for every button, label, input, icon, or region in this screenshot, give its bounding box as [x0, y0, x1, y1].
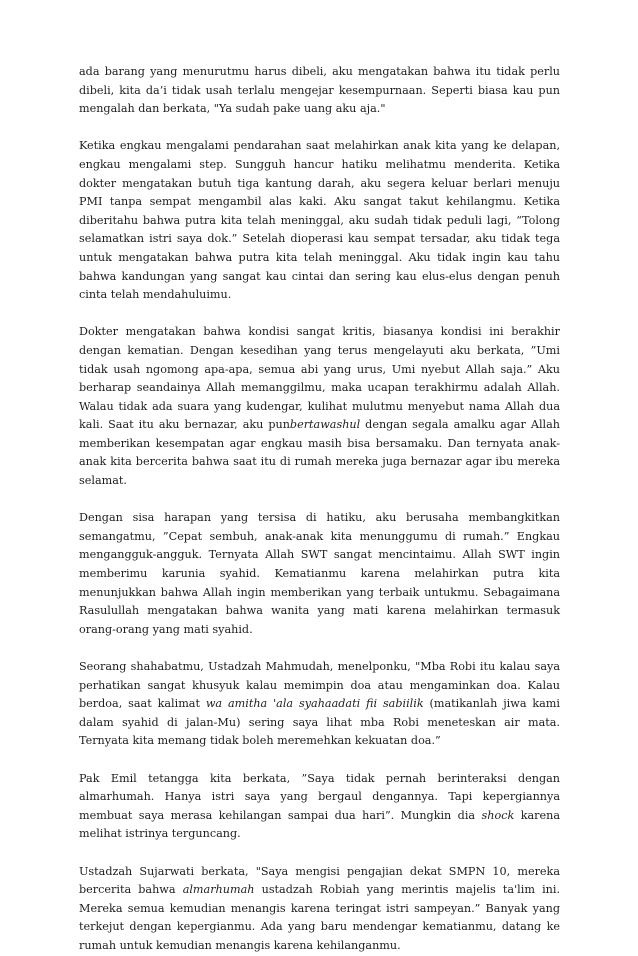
document-page [79, 63, 560, 956]
paragraph [79, 63, 560, 119]
paragraph [79, 863, 560, 956]
paragraph-text: karena melihat istrinya terguncang. [79, 808, 560, 841]
italic-term: shock [481, 808, 515, 822]
paragraph [79, 137, 560, 304]
paragraph-text: ustadzah Robiah yang merintis majelis ta'lim ini. Mereka semua kemudian menangis karena teringat istri sampeyan.” Banyak yang terkejut dengan kepergianmu. Ada yang baru mendengar kematianmu, datang ke rumah untuk kemudian menangis karena kehilanganmu. [79, 883, 560, 952]
paragraph [79, 770, 560, 844]
paragraph-text: Ustadzah Sujarwati berkata, "Saya mengisi pengajian dekat SMPN 10, mereka bercerita bahwa [79, 864, 560, 897]
paragraph-text: (matikanlah jiwa kami dalam syahid di jalan-Mu) sering saya lihat mba Robi meneteskan air mata. Ternyata kita memang tidak boleh meremehkan kekuatan doa.” [79, 697, 560, 748]
paragraph-text: Seorang shahabatmu, Ustadzah Mahmudah, menelponku, "Mba Robi itu kalau saya perhatikan sangat khusyuk kalau memimpin doa atau mengaminkan doa. Kalau berdoa, saat kalimat [79, 660, 560, 711]
paragraph-text: Dengan sisa harapan yang tersisa di hatiku, aku berusaha membangkitkan semangatmu, ”Cepat sembuh, anak-anak kita menunggumu di rumah.” Engkau mengangguk-angguk. Ternyata Allah SWT sangat mencintaimu. Allah SWT ingin memberimu karunia syahid. Kematianmu karena melahirkan putra kita menunjukkan bahwa Allah ingin memberikan yang terbaik untukmu. Sebagaimana Rasulullah mengatakan bahwa wanita yang mati karena melahirkan termasuk orang-orang yang mati syahid. [79, 511, 560, 636]
paragraph-text: Ketika engkau mengalami pendarahan saat melahirkan anak kita yang ke delapan, engkau mengalami step. Sungguh hancur hatiku melihatmu menderita. Ketika dokter mengatakan butuh tiga kantung darah, aku segera keluar berlari menuju PMI tanpa sempat mengambil alas kaki. Aku sangat takut kehilangmu. Ketika diberitahu bahwa putra kita telah meninggal, aku sudah tidak peduli lagi, “Tolong selamatkan istri saya dok.” Setelah dioperasi kau sempat tersadar, aku tidak tega untuk mengatakan bahwa putra kita telah meninggal. Aku tidak ingin kau tahu bahwa kandungan yang sangat kau cintai dan sering kau elus-elus dengan penuh cinta telah mendahuluimu. [79, 139, 560, 302]
paragraph-text: ada barang yang menurutmu harus dibeli, aku mengatakan bahwa itu tidak perlu dibeli, kita da’i tidak usah terlalu mengejar kesempurnaan. Seperti biasa kau pun mengalah dan berkata, "Ya sudah pake uang aku aja." [79, 65, 560, 116]
paragraph-text: dengan segala amalku agar Allah memberikan kesempatan agar engkau masih bisa bersamaku. Dan ternyata anak-anak kita bercerita bahwa saat itu di rumah mereka juga bernazar agar ibu mereka selamat. [79, 418, 560, 488]
paragraph-text: Dokter mengatakan bahwa kondisi sangat kritis, biasanya kondisi ini berakhir dengan kematian. Dengan kesedihan yang terus mengelayuti aku berkata, ”Umi tidak usah ngomong apa-apa, semua abi yang urus, Umi nyebut Allah saja.” Aku berharap seandainya Allah memanggilmu, maka ucapan terakhirmu adalah Allah. Walau tidak ada suara yang kudengar, kulihat mulutmu menyebut nama Allah dua kali. Saat itu aku bernazar, aku pun [79, 325, 560, 432]
paragraph [79, 658, 560, 751]
italic-term: almarhumah [182, 883, 255, 897]
paragraph [79, 509, 560, 639]
paragraph [79, 323, 560, 490]
italic-term: bertawashul [289, 418, 361, 432]
paragraph-text: Pak Emil tetangga kita berkata, ”Saya tidak pernah berinteraksi dengan almarhumah. Hanya istri saya yang bergaul dengannya. Tapi kepergiannya membuat saya merasa kehilangan sampai dua hari”. Mungkin dia [79, 771, 560, 822]
italic-term: wa amitha 'ala syahaadati fii sabiilik [205, 697, 424, 711]
